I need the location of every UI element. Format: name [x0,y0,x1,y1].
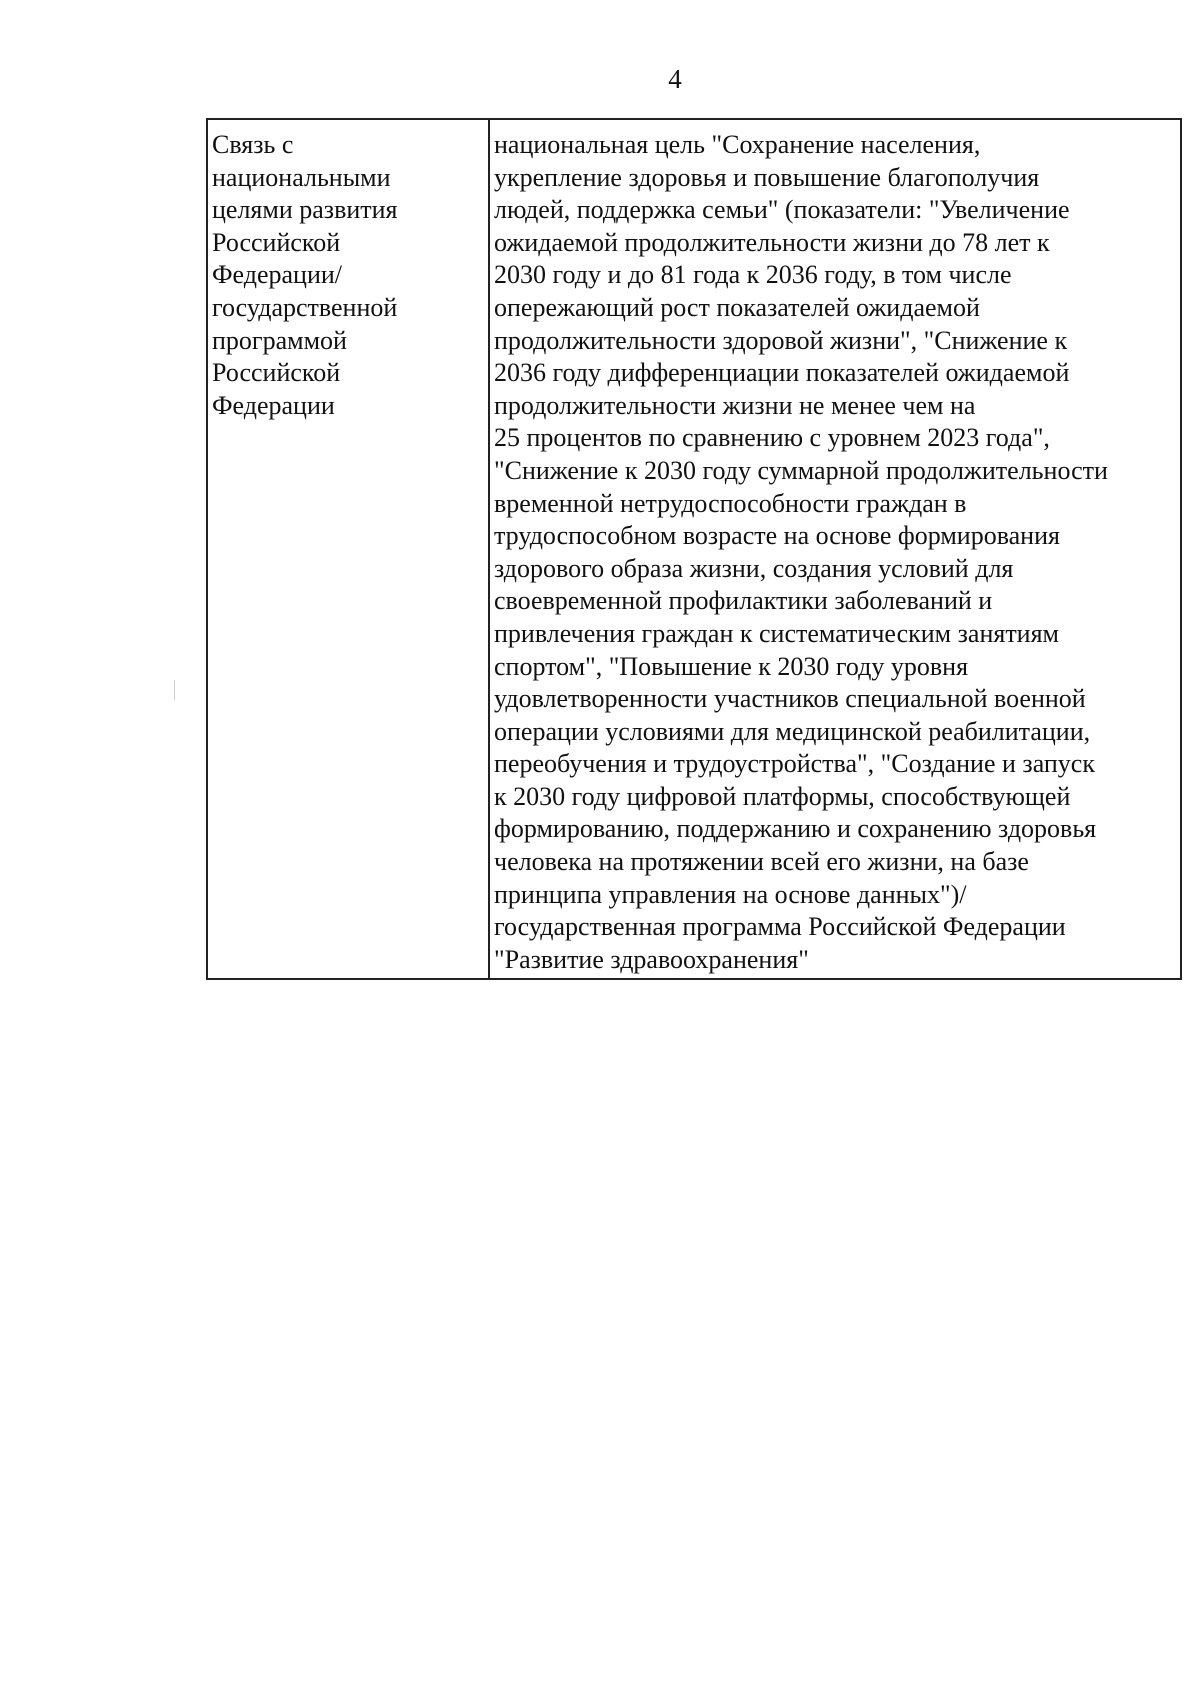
text-line: 2036 году дифференциации показателей ожидаемой [494,358,1070,388]
text-line: продолжительности жизни не менее чем на [494,390,976,420]
text-line: государственная программа Российской Федерации [494,912,1066,942]
text-line: здорового образа жизни, создания условий для [494,553,1014,583]
text-line: привлечения граждан к систематическим занятиям [494,618,1060,648]
text-line: принципа управления на основе данных")/ [494,879,967,909]
text-line: переобучения и трудоустройства", "Создание и запуск [494,749,1095,779]
text-line: Российской [212,227,341,257]
content-table [206,118,1182,980]
left-cell-text [212,129,482,422]
text-line: Российской [212,358,341,388]
table-row [207,119,1181,979]
margin-mark [174,680,175,700]
text-line: спортом", "Повышение к 2030 году уровня [494,651,969,681]
text-line: операции условиями для медицинской реабилитации, [494,716,1091,746]
text-line: ожидаемой продолжительности жизни до 78 лет к [494,227,1050,257]
text-line: национальная цель "Сохранение населения, [494,130,981,159]
text-line: продолжительности здоровой жизни", "Снижение к [494,325,1068,355]
text-line: Связь с [212,130,294,159]
text-line: удовлетворенности участников специальной военной [494,684,1086,714]
text-line: к 2030 году цифровой платформы, способствующей [494,781,1071,811]
text-line: своевременной профилактики заболеваний и [494,586,993,616]
text-line: людей, поддержка семьи" (показатели: "Увеличение [494,195,1070,225]
text-line: человека на протяжении всей его жизни, на базе [494,847,1029,877]
page-number: 4 [668,64,682,94]
text-line: национальными [212,162,391,192]
text-line: 2030 году и до 81 года к 2036 году, в том числе [494,260,1012,290]
text-line: 25 процентов по сравнению с уровнем 2023 года", [494,423,1050,453]
text-line: трудоспособном возрасте на основе формирования [494,521,1060,551]
text-line: "Развитие здравоохранения" [494,944,809,974]
text-line: Федерации [212,390,335,420]
left-cell [207,119,489,979]
text-line: укрепление здоровья и повышение благополучия [494,162,1040,192]
right-cell [489,119,1181,979]
text-line: государственной [212,292,398,322]
text-line: программой [212,325,347,355]
text-line: "Снижение к 2030 году суммарной продолжительности [494,455,1108,485]
text-line: Федерации/ [212,260,343,290]
text-line: целями развития [212,195,398,225]
text-line: опережающий рост показателей ожидаемой [494,292,980,322]
right-cell-text [494,129,1174,976]
text-line: формированию, поддержанию и сохранению здоровья [494,814,1097,844]
text-line: временной нетрудоспособности граждан в [494,488,967,518]
